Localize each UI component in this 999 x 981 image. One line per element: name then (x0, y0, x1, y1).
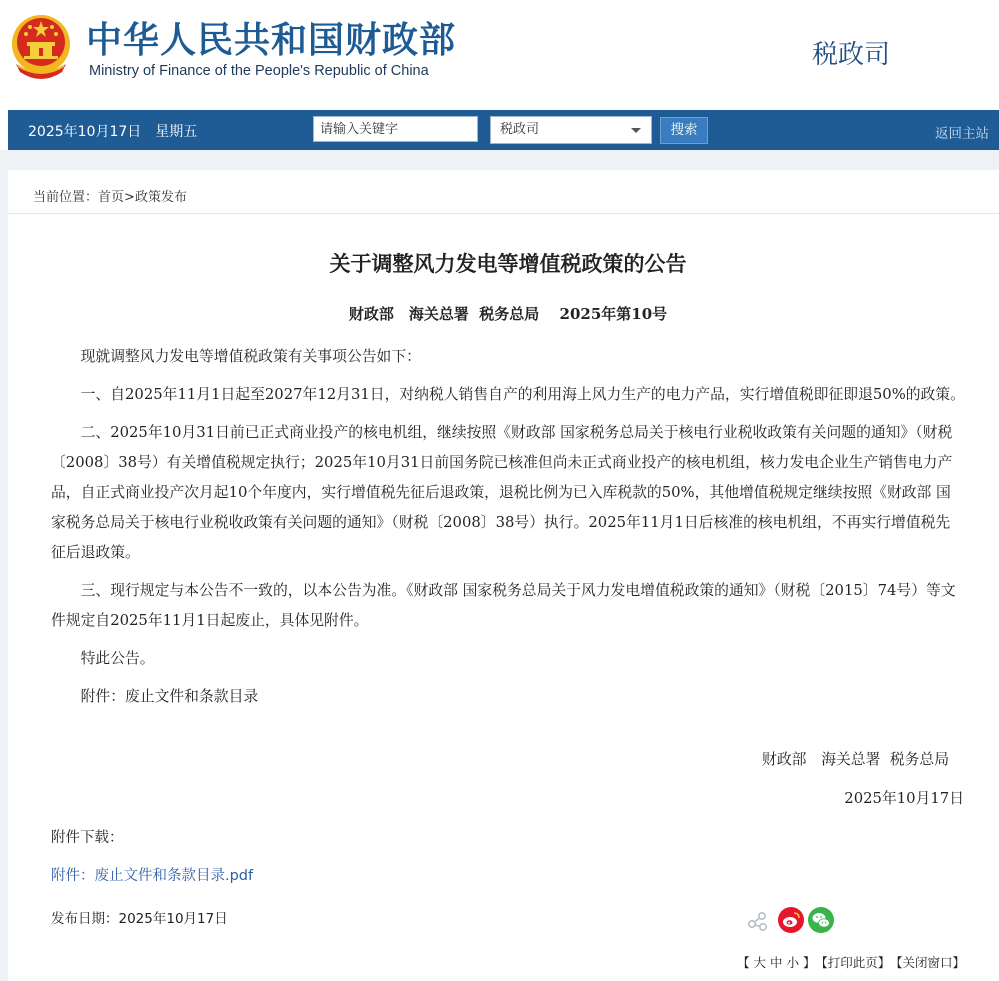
wechat-icon[interactable] (808, 907, 834, 933)
print-page-button[interactable]: 【打印此页】 (821, 955, 891, 970)
signature-orgs: 财政部 海关总署 税务总局 (762, 751, 949, 768)
page-tools (731, 953, 965, 971)
search-scope-select[interactable] (490, 116, 652, 144)
article-body (51, 342, 965, 720)
breadcrumb (33, 186, 187, 205)
site-header (0, 0, 999, 110)
top-navbar (8, 110, 999, 150)
divider (8, 213, 999, 214)
close-window-button[interactable]: 【关闭窗口】 (896, 955, 965, 970)
breadcrumb-item-home[interactable]: 首页 (98, 190, 125, 205)
article-paragraph: 附件：废止文件和条款目录 (80, 688, 259, 705)
page-title: 关于调整风力发电等增值税政策的公告 (329, 252, 687, 276)
weibo-icon[interactable] (778, 907, 804, 933)
department-title: 税政司 (812, 40, 891, 70)
article-paragraph: 三、现行规定与本公告不一致的，以本公告为准。《财政部 国家税务总局关于风力发电增值税政策的通知》（财税〔2015〕74号）等文件规定自2025年11月1日起废止，具体见附件。 (51, 582, 956, 629)
publish-date: 发布日期：2025年10月17日 (51, 911, 228, 927)
signature-date: 2025年10月17日 (844, 790, 964, 807)
chevron-down-icon (631, 128, 641, 133)
article-paragraph: 一、自2025年11月1日起至2027年12月31日，对纳税人销售自产的利用海上风力生产的电力产品，实行增值税即征即退50%的政策。 (80, 386, 965, 403)
article-paragraph: 现就调整风力发电等增值税政策有关事项公告如下： (80, 348, 421, 365)
attachment-heading: 附件下载： (51, 830, 124, 846)
font-size-control[interactable]: 【 大 中 小 】 (737, 955, 816, 970)
search-scope-value: 税政司 (500, 122, 540, 137)
document-issuer-line: 财政部 海关总署 税务总局 2025年第10号 (348, 305, 668, 323)
attachment-link[interactable]: 附件：废止文件和条款目录.pdf (51, 868, 254, 884)
national-emblem-icon (10, 12, 72, 80)
site-title-en: Ministry of Finance of the People's Republic of China (89, 63, 429, 79)
site-title-cn: 中华人民共和国财政部 (86, 20, 457, 61)
article-paragraph: 二、2025年10月31日前已正式商业投产的核电机组，继续按照《财政部 国家税务总局关于核电行业税收政策有关问题的通知》（财税〔2008〕38号）有关增值税规定执行；2025年10月31日前国务院已核准但尚未正式商业投产的核电机组，核力发电企业生产销售电力产品，自正式商业投产次月起10个年度内，实行增值税先征后退政策，退税比例为已入库税款的50%，其他增值税规定继续按照《财政部 国家税务总局关于核电行业税收政策有关问题的通知》（财税〔2008〕38号）执行。2025年11月1日后核准的核电机组，不再实行增值税先征后退政策。 (51, 424, 953, 561)
current-date: 2025年10月17日 星期五 (28, 124, 198, 140)
article-paragraph: 特此公告。 (80, 650, 155, 667)
share-icon[interactable] (744, 907, 770, 933)
breadcrumb-separator: > (124, 190, 135, 205)
search-button[interactable]: 搜索 (660, 117, 708, 144)
search-input[interactable]: 请输入关键字 (313, 116, 478, 142)
return-home-link[interactable]: 返回主站 (935, 126, 989, 142)
breadcrumb-prefix: 当前位置： (33, 190, 99, 205)
breadcrumb-item-policy[interactable]: 政策发布 (134, 190, 187, 205)
